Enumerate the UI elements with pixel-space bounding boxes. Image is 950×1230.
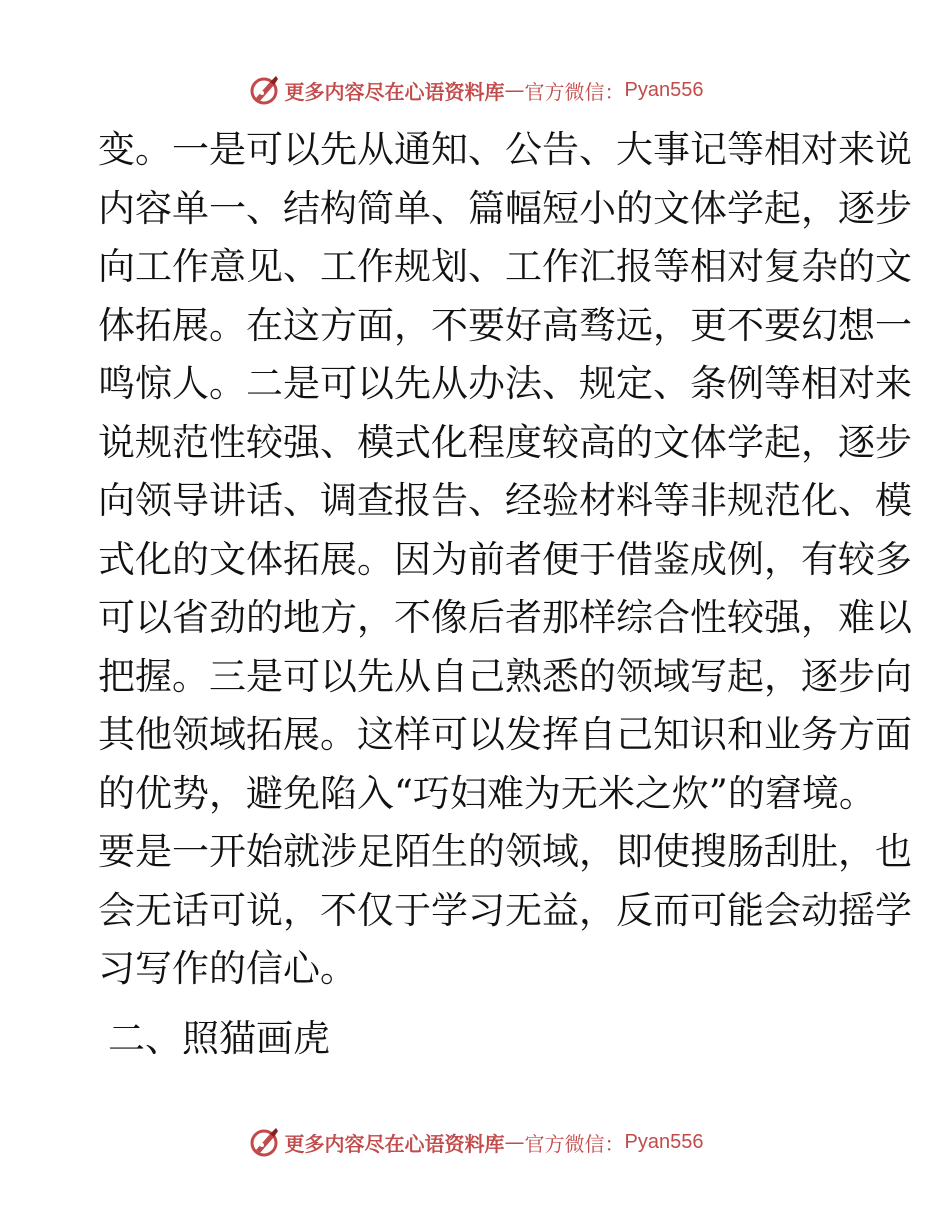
body-line: 向 领 导 讲 话 、 调 查 报 告 、 经 验 材 料 等 非 规 范 化 、 模	[98, 479, 912, 522]
header-separator: —	[504, 78, 525, 102]
pen-logo-icon	[247, 73, 281, 107]
body-line: 向 工 作 意 见 、 工 作 规 划 、 工 作 汇 报 等 相 对 复 杂 的 文	[98, 245, 912, 288]
header-banner	[0, 70, 950, 110]
body-line: 的 优 势 ， 避 免 陷 入 “ 巧 妇 难 为 无 米 之 炊 ” 的 窘 境 。	[98, 771, 876, 815]
body-line: 内 容 单 一 、 结 构 简 单 、 篇 幅 短 小 的 文 体 学 起 ， 逐 步	[98, 186, 912, 230]
body-line: 式 化 的 文 体 拓 展 。 因 为 前 者 便 于 借 鉴 成 例 ， 有 较 多	[98, 537, 912, 581]
footer-wechat-label: 官方微信：	[524, 1131, 625, 1156]
body-line: 会 无 话 可 说 ， 不 仅 于 学 习 无 益 ， 反 而 可 能 会 动 摇 学	[98, 888, 912, 932]
header-wechat-label: 官方微信：	[524, 79, 625, 104]
pen-logo-icon	[247, 1125, 281, 1159]
body-line: 体 拓 展 。 在 这 方 面 ， 不 要 好 高 骛 远 ， 更 不 要 幻 想 一	[98, 303, 912, 347]
body-line: 习写作的信心。	[98, 947, 357, 990]
body-line: 变 。 一 是 可 以 先 从 通 知 、 公 告 、 大 事 记 等 相 对 来 说	[98, 128, 912, 171]
footer-separator: —	[504, 1130, 525, 1154]
body-line: 把 握 。 三 是 可 以 先 从 自 己 熟 悉 的 领 域 写 起 ， 逐 步 向	[98, 654, 912, 698]
footer-wechat-id: Pyan556	[624, 1130, 704, 1153]
section-heading: 二、照猫画虎	[108, 1017, 330, 1060]
body-line: 要 是 一 开 始 就 涉 足 陌 生 的 领 域 ， 即 使 搜 肠 刮 肚 ， 也	[98, 830, 912, 873]
body-line: 鸣 惊 人 。 二 是 可 以 先 从 办 法 、 规 定 、 条 例 等 相 对 来	[98, 362, 912, 405]
footer-banner	[0, 1122, 950, 1162]
header-brand-text: 更多内容尽在心语资料库	[284, 79, 505, 104]
footer-brand-text: 更多内容尽在心语资料库	[284, 1131, 505, 1156]
body-line: 说 规 范 性 较 强 、 模 式 化 程 度 较 高 的 文 体 学 起 ， 逐 步	[98, 420, 912, 464]
body-line: 可 以 省 劲 的 地 方 ， 不 像 后 者 那 样 综 合 性 较 强 ， 难 以	[98, 596, 912, 639]
body-text	[98, 121, 912, 999]
body-line: 其 他 领 域 拓 展 。 这 样 可 以 发 挥 自 己 知 识 和 业 务 方 面	[98, 713, 912, 756]
header-wechat-id: Pyan556	[624, 78, 704, 101]
